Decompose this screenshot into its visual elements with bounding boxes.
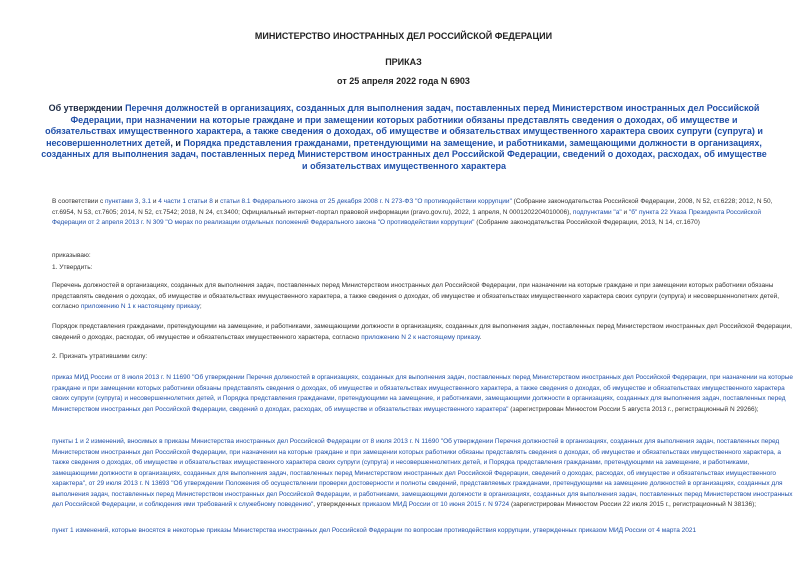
invalidate-item: 2. Признать утратившими силу: — [52, 353, 148, 360]
orders-line: приказываю: — [52, 252, 91, 259]
basis-link[interactable]: 3.1 — [141, 198, 152, 205]
order-11690-link[interactable]: приказ МИД России от 8 июля 2013 г. N 11690 "Об утверждении Перечня должностей в организациях, созданных для выполнения задач, поставленных перед Министерством иностранных дел Российской Федерации, при назначении на которые граждане и при замещении которых работники обязаны представлять сведения о доходах, об имуществе и обязательствах имущественного характера, а также сведения о доходах, об имуществе и обязательствах имущественного характера своих супруги (супруга) и несовершеннолетних детей, и Порядка представления гражданами, претендующими на замещение, и работниками, замещающими должности в организациях, созданных для выполнения задач, поставленных перед Министерством иностранных дел Российской Федерации, сведений о доходах, расходах, об имуществе и обязательствах имущественного характера" — [52, 374, 794, 413]
basis-link[interactable]: статьи 8.1 Федерального закона от 25 декабря 2008 г. N 273-ФЗ "О противодействии коррупции" — [220, 198, 512, 205]
basis-link[interactable]: "б" пункта 22 Указа Президента Российской Федерации от 2 апреля 2013 г. N 309 "О мерах по реализации отдельных положений Федерального закона "О противодействии коррупции" — [52, 208, 761, 226]
registration-text: (зарегистрирован Минюстом России 22 июля 2015 г., регистрационный N 38136); — [509, 501, 757, 508]
basis-link[interactable]: 4 части 1 статьи 8 — [158, 198, 213, 205]
perechen-text: Перечень должностей в организациях, созданных для выполнения задач, поставленных перед Министерством иностранных дел Российской Федерации, при назначении на которые граждане и при замещении которых работники обязаны представлять сведения о доходах, об имуществе и обязательствах имущественного характера, а также сведения о доходах, об имуществе и обязательствах имущественного характера своих супруги (супруга) и несовершеннолетних детей, согласно — [52, 282, 780, 310]
basis-link[interactable]: подпунктами "а" — [572, 208, 622, 216]
appendix-2-link[interactable]: приложению N 2 к настоящему приказу — [361, 333, 480, 341]
ministry-name: МИНИСТЕРСТВО ИНОСТРАННЫХ ДЕЛ РОССИЙСКОЙ ФЕДЕРАЦИИ — [254, 31, 553, 41]
basis-text: и — [151, 198, 159, 205]
order-date: от 25 апреля 2022 года N 6903 — [337, 76, 470, 86]
title-prefix: Об утверждении — [48, 103, 126, 113]
appendix-1-link[interactable]: приложению N 1 к настоящему приказу — [80, 303, 200, 310]
basis-text: (Собрание законодательства Российской Федерации, 2013, N 14, ст.1670) — [474, 219, 700, 226]
registration-text: (зарегистрирован Минюстом России 5 августа 2013 г., регистрационный N 29266); — [508, 405, 759, 413]
perechen-end: ; — [199, 303, 202, 310]
amendments-link[interactable]: пункты 1 и 2 изменений, вносимых в приказы Министерства иностранных дел Российской Федерации от 8 июля 2013 г. N 11690 "Об утверждении Перечня должностей в организациях, созданных для выполнения задач, поставленных перед Министерством иностранных дел Российской Федерации, при назначении на которые граждане и при замещении которых работники обязаны представлять сведения о доходах, об имуществе и обязательствах имущественного характера, а также сведения о доходах, об имуществе и обязательствах имущественного характера своих супруги (супруга) и несовершеннолетних детей, и Порядка представления гражданами, претендующими на замещение, и работниками, замещающими должности в организациях, созданных для выполнения задач, поставленных перед Министерством иностранных дел Российской Федерации, сведений о доходах, расходах, об имуществе и обязательствах имущественного характера", от 29 июля 2013 г. N 13693 "Об утверждении Положения об осуществлении проверки достоверности и полноты сведений, представляемых гражданами, претендующими на замещение должностей в организациях, созданных для выполнения задач, поставленных перед Министерством иностранных дел Российской Федерации, и работниками, замещающими должности в организациях, созданных для выполнения задач, поставленных перед Министерством иностранных дел Российской Федерации, и соблюдения ими требований к служебному поведению" — [52, 438, 793, 508]
title-middle: , и — [170, 137, 184, 148]
invalidated-order-3 — [30, 526, 794, 537]
poryadok-end: . — [479, 333, 482, 341]
basis-text: и — [621, 208, 629, 216]
poryadok-paragraph — [30, 322, 794, 343]
perechen-paragraph — [30, 281, 794, 313]
basis-paragraph — [30, 197, 794, 229]
basis-link[interactable]: пунктами 3 — [105, 198, 139, 205]
order-9724-link[interactable]: приказом МИД России от 10 июня 2015 г. N 9724 — [362, 501, 510, 508]
title-link-poryadok[interactable]: Порядка представления гражданами, претендующими на замещение, и работниками, замещающими должности в организациях, созданных для выполнения задач, поставленных перед Министерством иностранных дел Российской Федерации, сведений о доходах, расходах, об имуществе и обязательствах имущественного характера — [41, 137, 767, 171]
approved-by-text: , утвержденных — [313, 501, 363, 508]
approve-item: 1. Утвердить: — [52, 264, 93, 271]
basis-text: , — [138, 198, 142, 205]
invalidated-order-1 — [30, 373, 794, 415]
document-title — [40, 103, 768, 172]
invalidated-order-2 — [30, 437, 794, 511]
poryadok-text: Порядок представления гражданами, претендующими на замещение, и работниками, замещающими должности в организациях, созданных для выполнения задач, поставленных перед Министерством иностранных дел Российской Федерации, сведений о доходах, расходах, об имуществе и обязательствах имущественного характера, согласно — [52, 323, 792, 341]
basis-text: и — [212, 198, 221, 205]
basis-text: (Собрание законодательства Российской Федерации, 2008, N 52, ст.6228; 2012, N 50, ст.6954, N 53, ст.7605; 2014, N 52, ст.7542; 2018, N 24, ст.3400; Официальный интернет-портал правовой информации (pravo.gov.ru), 2022, 1 апреля, N 0001202204010006), — [52, 198, 773, 216]
order-word: ПРИКАЗ — [385, 57, 422, 67]
amendments-2021-link[interactable]: пункт 1 изменений, которые вносятся в некоторые приказы Министерства иностранных дел Российской Федерации по вопросам противодействия коррупции, утвержденных приказом МИД России от 4 марта 2021 — [52, 527, 697, 534]
title-link-perechen[interactable]: Перечня должностей в организациях, созданных для выполнения задач, поставленных перед Министерством иностранных дел Российской Федерации, при назначении на которые граждане и при замещении которых работники обязаны представлять сведения о доходах, об имуществе и обязательствах имущественного характера, а также сведения о доходах, об имуществе и обязательствах имущественного характера своих супруги (супруга) и несовершеннолетних детей — [45, 103, 763, 148]
basis-text: В соответствии с — [52, 198, 106, 205]
